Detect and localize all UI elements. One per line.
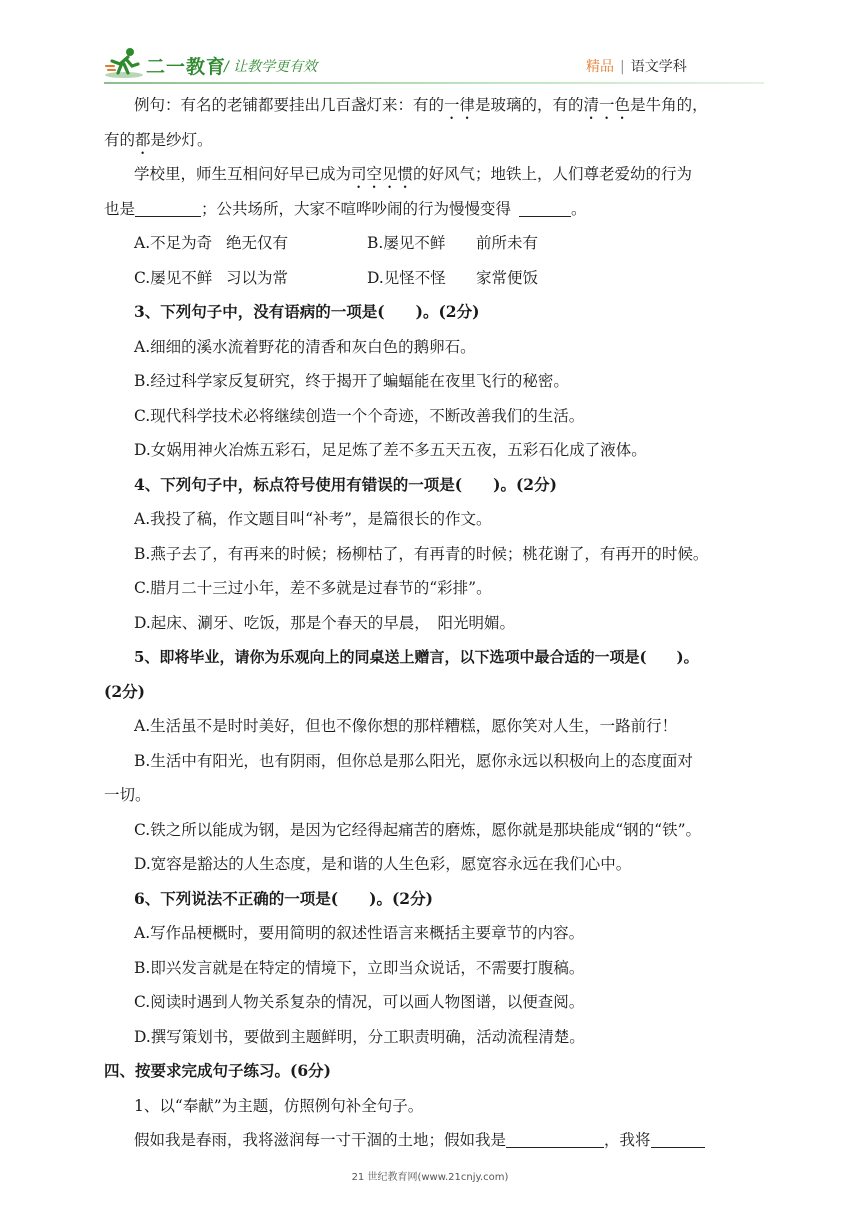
sentence-text: ，我将 (604, 1131, 651, 1149)
question-5-option-b[interactable]: B.生活中有阳光，也有阴雨，但你总是那么阳光，愿你永远以积极向上的态度面对 (134, 751, 693, 770)
question-5-option-b-cont: 一切。 (104, 786, 151, 804)
emphasis-word: 司空见惯 (351, 165, 414, 183)
question-3-option-b[interactable]: B.经过科学家反复研究，终于揭开了蝙蝠能在夜里飞行的秘密。 (134, 372, 569, 390)
question-3-option-d[interactable]: D.女娲用神火冶炼五彩石，足足炼了差不多五天五夜，五彩石化成了液体。 (134, 441, 647, 459)
question-6-stem: 6、下列说法不正确的一项是( )。(2分) (134, 888, 433, 908)
option-b-word: 前所未有 (476, 234, 539, 252)
option-d[interactable]: D.见怪不怪 (367, 268, 446, 287)
header-divider: | (620, 59, 625, 75)
answer-blank[interactable] (135, 196, 201, 217)
sentence-text: 。 (571, 199, 587, 218)
option-c-word: 习以为常 (226, 268, 289, 287)
option-d-word: 家常便饭 (476, 268, 539, 287)
runner-logo-icon (104, 46, 146, 80)
example-text: 有的 (104, 130, 136, 149)
question-6-option-a[interactable]: A.写作品梗概时，要用简明的叙述性语言来概括主要章节的内容。 (134, 924, 585, 942)
question-4-option-d[interactable]: D.起床、涮牙、吃饭，那是个春天的早晨， 阳光明媚。 (134, 613, 516, 632)
example-text: 是牛角的， (630, 96, 708, 114)
subject-label: 语文学科 (630, 59, 687, 75)
sentence-text: 的好风气；地铁上，人们尊老爱幼的行为 (413, 165, 693, 183)
premium-label: 精品 (586, 59, 614, 75)
options-row-ab (104, 226, 764, 261)
answer-blank[interactable] (651, 1127, 705, 1148)
question-3-option-c[interactable]: C.现代科学技术必将继续创造一个个奇迹，不断改善我们的生活。 (134, 406, 585, 425)
question-4-option-b[interactable]: B.燕子去了，有再来的时候；杨柳枯了，有再青的时候；桃花谢了，有再开的时候。 (134, 544, 709, 563)
section-4-sentence (104, 1123, 764, 1158)
emphasis-word: 清一色 (583, 96, 631, 114)
sentence-line-2 (104, 192, 764, 227)
question-6-option-d[interactable]: D.撰写策划书，要做到主题鲜明，分工职责明确，活动流程清楚。 (134, 1027, 585, 1046)
option-a[interactable]: A.不足为奇 (134, 234, 213, 252)
example-text: 是纱灯。 (150, 130, 213, 149)
question-5-option-a[interactable]: A.生活虽不是时时美好，但也不像你想的那样糟糕，愿你笑对人生，一路前行！ (134, 717, 678, 735)
example-text: 例句：有名的老铺都要挂出几百盏灯来：有的 (134, 96, 445, 114)
options-row-cd (104, 261, 764, 296)
option-a-word: 绝无仅有 (226, 234, 289, 252)
emphasis-word: 都 (135, 130, 151, 149)
question-4-stem: 4、下列句子中，标点符号使用有错误的一项是( )。(2分) (134, 474, 557, 494)
section-4-title: 四、按要求完成句子练习。(6分) (104, 1061, 331, 1080)
example-line-2 (104, 123, 764, 158)
question-3-stem: 3、下列句子中，没有语病的一项是( )。(2分) (134, 302, 480, 321)
section-4-question-1: 1、以“奉献”为主题，仿照例句补全句子。 (134, 1096, 424, 1115)
option-b[interactable]: B.屡见不鲜 (367, 234, 446, 252)
example-line-1 (104, 88, 764, 123)
page-footer: 21 世纪教育网(www.21cnjy.com) (351, 1172, 509, 1183)
question-4-option-a[interactable]: A.我投了稿，作文题目叫“补考”，是篇很长的作文。 (134, 510, 492, 528)
sentence-line-1 (104, 157, 764, 192)
question-6-option-c[interactable]: C.阅读时遇到人物关系复杂的情况，可以画人物图谱，以便查阅。 (134, 993, 585, 1011)
option-c[interactable]: C.屡见不鲜 (134, 268, 213, 287)
sentence-text: 也是 (104, 199, 136, 218)
question-3-option-a[interactable]: A.细细的溪水流着野花的清香和灰白色的鹅卵石。 (134, 337, 476, 356)
brand-slogan: / 让教学更有效 (224, 59, 318, 75)
brand-name: 二一教育 (146, 56, 227, 78)
page-content (104, 88, 764, 1158)
answer-blank[interactable] (506, 1127, 604, 1148)
header-rule (104, 82, 764, 84)
question-6-option-b[interactable]: B.即兴发言就是在特定的情境下，立即当众说话，不需要打腹稿。 (134, 958, 585, 977)
question-5-option-d[interactable]: D.宽容是豁达的人生态度，是和谐的人生色彩，愿宽容永远在我们心中。 (134, 855, 632, 873)
question-4-option-c[interactable]: C.腊月二十三过小年，差不多就是过春节的“彩排”。 (134, 579, 492, 597)
sentence-text: ；公共场所，大家不喧哗吵闹的行为慢慢变得 (201, 199, 512, 218)
question-5-points: (2分) (104, 681, 145, 701)
example-text: 是玻璃的，有的 (475, 96, 584, 114)
header-subject (586, 56, 687, 76)
question-5-option-c[interactable]: C.铁之所以能成为钢，是因为它经得起痛苦的磨炼，愿你就是那块能成“钢的“铁”。 (134, 820, 702, 839)
question-5-stem: 5、即将毕业，请你为乐观向上的同桌送上赠言，以下选项中最合适的一项是( )。 (134, 648, 699, 666)
emphasis-word: 一律 (444, 96, 476, 114)
sentence-text: 假如我是春雨，我将滋润每一寸干涸的土地；假如我是 (134, 1131, 507, 1149)
page-header (0, 0, 860, 80)
answer-blank[interactable] (519, 196, 571, 217)
sentence-text: 学校里，师生互相问好早已成为 (134, 165, 352, 183)
